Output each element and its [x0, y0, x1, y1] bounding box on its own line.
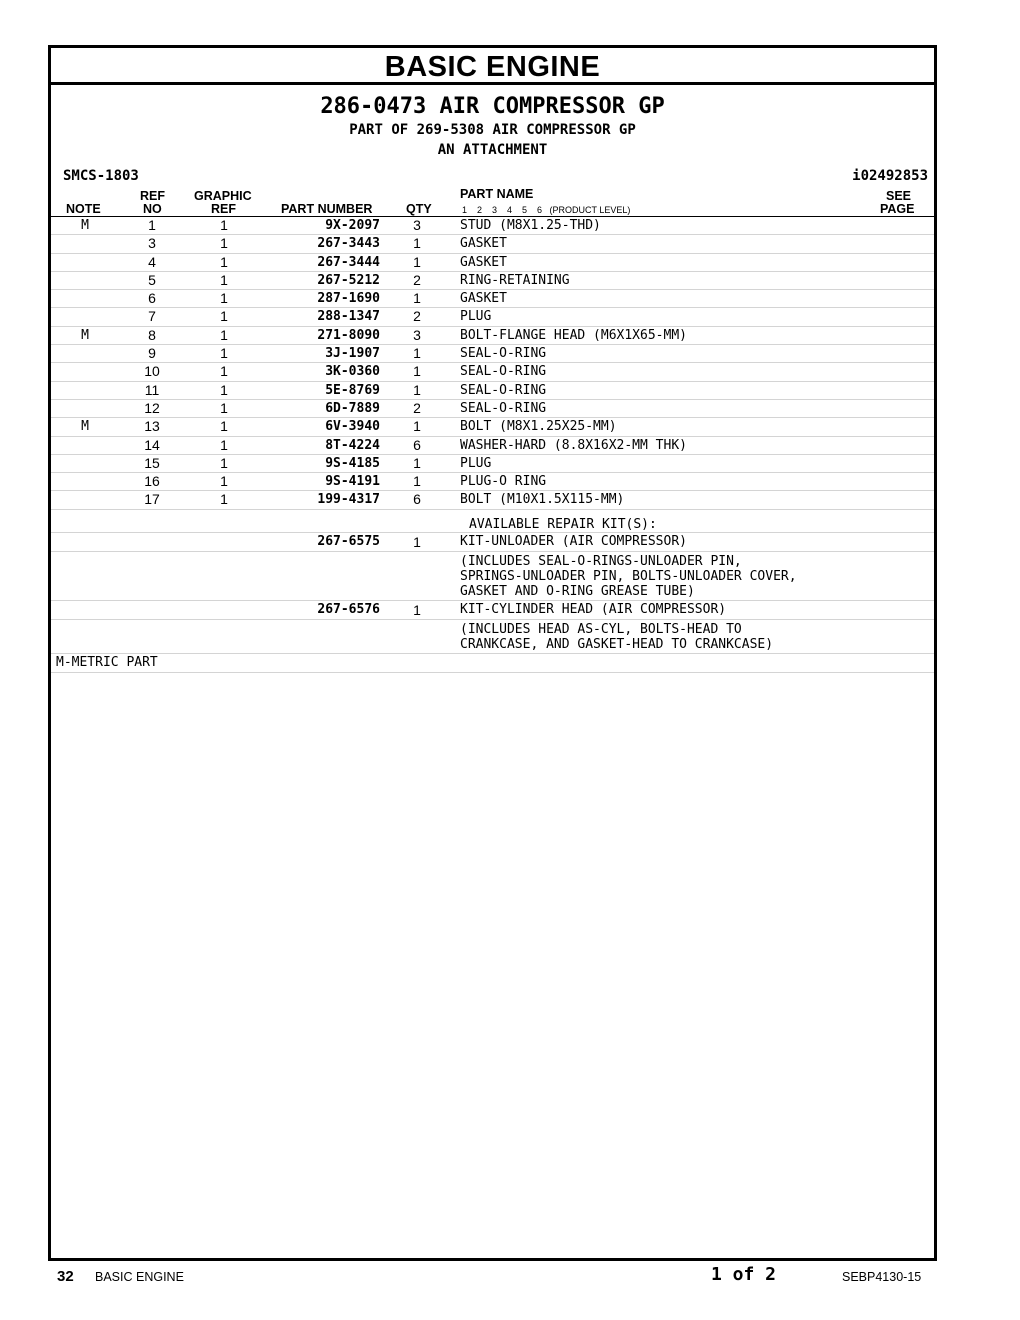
table-row — [51, 345, 934, 363]
kit-contents-note — [51, 620, 934, 654]
part-name-cell: SEAL-O-RING — [460, 364, 547, 380]
part-number-cell: 6V-3940 — [325, 419, 380, 435]
table-row — [51, 327, 934, 345]
part-number-cell: 267-3444 — [317, 254, 380, 270]
graphic-ref-cell: 1 — [220, 454, 228, 471]
kit-row — [51, 533, 934, 552]
header-part-number: PART NUMBER — [281, 202, 373, 216]
note-cell: M — [81, 218, 89, 233]
table-row — [51, 382, 934, 400]
subtitle-attachment: AN ATTACHMENT — [437, 142, 548, 158]
table-row — [51, 455, 934, 473]
repair-kits-heading-row — [51, 510, 934, 533]
header-ref-bottom: NO — [143, 202, 162, 216]
graphic-ref-cell: 1 — [220, 290, 228, 307]
table-header — [51, 188, 934, 217]
qty-cell: 6 — [413, 491, 421, 508]
ref-no-cell: 5 — [148, 271, 156, 288]
ref-no-cell: 8 — [148, 326, 156, 343]
table-row — [51, 437, 934, 455]
part-name-cell: BOLT (M10X1.5X115-MM) — [460, 492, 625, 508]
identifier-bar — [51, 166, 934, 188]
kit-note-line: SPRINGS-UNLOADER PIN, BOLTS-UNLOADER COVER, — [460, 568, 797, 584]
footer-section: BASIC ENGINE — [95, 1270, 184, 1284]
footnote-row — [51, 654, 934, 673]
part-number-cell: 5E-8769 — [325, 382, 380, 398]
kit-name: KIT-CYLINDER HEAD (AIR COMPRESSOR) — [460, 601, 727, 617]
ref-no-cell: 10 — [144, 363, 160, 380]
part-name-cell: SEAL-O-RING — [460, 346, 547, 362]
part-name-cell: RING-RETAINING — [460, 272, 570, 288]
section-title: BASIC ENGINE — [51, 48, 934, 85]
table-row — [51, 473, 934, 491]
graphic-ref-cell: 1 — [220, 436, 228, 453]
qty-cell: 1 — [413, 363, 421, 380]
smcs-code: SMCS-1803 — [63, 168, 139, 184]
graphic-ref-cell: 1 — [220, 271, 228, 288]
graphic-ref-cell: 1 — [220, 363, 228, 380]
part-name-cell: SEAL-O-RING — [460, 400, 547, 416]
part-name-cell: STUD (M8X1.25-THD) — [460, 218, 601, 233]
table-row — [51, 363, 934, 381]
ref-no-cell: 16 — [144, 473, 160, 490]
ref-no-cell: 6 — [148, 290, 156, 307]
part-name-cell: BOLT (M8X1.25X25-MM) — [460, 419, 617, 435]
header-see-top: SEE — [886, 189, 912, 203]
ref-no-cell: 4 — [148, 253, 156, 270]
metric-footnote: M-METRIC PART — [56, 654, 158, 670]
qty-cell: 3 — [413, 217, 421, 233]
graphic-ref-cell: 1 — [220, 253, 228, 270]
part-name-cell: BOLT-FLANGE HEAD (M6X1X65-MM) — [460, 327, 687, 343]
part-number-cell: 8T-4224 — [325, 437, 380, 453]
part-number-cell: 199-4317 — [317, 492, 380, 508]
footer-page-of: 1 of 2 — [711, 1264, 777, 1285]
graphic-ref-cell: 1 — [220, 491, 228, 508]
qty-cell: 1 — [413, 381, 421, 398]
kit-note-line: (INCLUDES HEAD AS-CYL, BOLTS-HEAD TO — [460, 621, 742, 637]
ref-no-cell: 11 — [144, 381, 160, 398]
kit-note-line: (INCLUDES SEAL-O-RINGS-UNLOADER PIN, — [460, 553, 742, 569]
part-number-cell: 288-1347 — [317, 309, 380, 325]
part-number-cell: 271-8090 — [317, 327, 380, 343]
part-number-cell: 3K-0360 — [325, 364, 380, 380]
kit-row — [51, 601, 934, 620]
part-number-cell: 9X-2097 — [325, 218, 380, 233]
part-number-cell: 287-1690 — [317, 291, 380, 307]
kit-qty: 1 — [413, 601, 421, 618]
header-ref-top: REF — [140, 189, 165, 203]
qty-cell: 1 — [413, 235, 421, 252]
repair-kits-heading: AVAILABLE REPAIR KIT(S): — [469, 516, 657, 532]
page-footer — [0, 1262, 1020, 1292]
qty-cell: 1 — [413, 473, 421, 490]
qty-cell: 1 — [413, 290, 421, 307]
table-row — [51, 290, 934, 308]
table-row — [51, 491, 934, 509]
ref-no-cell: 1 — [148, 217, 156, 233]
qty-cell: 1 — [413, 418, 421, 435]
note-cell: M — [81, 327, 89, 343]
graphic-ref-cell: 1 — [220, 473, 228, 490]
table-row — [51, 418, 934, 436]
note-cell: M — [81, 419, 89, 435]
part-name-cell: PLUG — [460, 309, 492, 325]
parts-list — [51, 217, 934, 510]
qty-cell: 1 — [413, 454, 421, 471]
kit-name: KIT-UNLOADER (AIR COMPRESSOR) — [460, 533, 687, 549]
table-row — [51, 272, 934, 290]
graphic-ref-cell: 1 — [220, 326, 228, 343]
header-qty: QTY — [406, 202, 432, 216]
ref-no-cell: 7 — [148, 308, 156, 325]
illustration-id: i02492853 — [852, 168, 928, 184]
kit-qty: 1 — [413, 533, 421, 550]
graphic-ref-cell: 1 — [220, 235, 228, 252]
header-graphic-bottom: REF — [211, 202, 236, 216]
page-frame — [48, 45, 937, 1261]
table-row — [51, 217, 934, 235]
qty-cell: 1 — [413, 253, 421, 270]
graphic-ref-cell: 1 — [220, 381, 228, 398]
qty-cell: 1 — [413, 345, 421, 362]
graphic-ref-cell: 1 — [220, 217, 228, 233]
header-product-level: 1 2 3 4 5 6 (PRODUCT LEVEL) — [462, 205, 631, 215]
header-note: NOTE — [66, 202, 101, 216]
ref-no-cell: 15 — [144, 454, 160, 471]
ref-no-cell: 3 — [148, 235, 156, 252]
part-number-cell: 9S-4185 — [325, 455, 380, 471]
part-number-cell: 9S-4191 — [325, 474, 380, 490]
graphic-ref-cell: 1 — [220, 418, 228, 435]
qty-cell: 6 — [413, 436, 421, 453]
qty-cell: 2 — [413, 399, 421, 416]
qty-cell: 2 — [413, 308, 421, 325]
group-title: 286-0473 AIR COMPRESSOR GP — [320, 94, 665, 119]
ref-no-cell: 13 — [144, 418, 160, 435]
part-name-cell: WASHER-HARD (8.8X16X2-MM THK) — [460, 437, 687, 453]
part-name-cell: PLUG-O RING — [460, 474, 547, 490]
graphic-ref-cell: 1 — [220, 345, 228, 362]
table-row — [51, 308, 934, 326]
ref-no-cell: 17 — [144, 491, 160, 508]
subtitle-part-of: PART OF 269-5308 AIR COMPRESSOR GP — [349, 122, 636, 138]
table-row — [51, 254, 934, 272]
header-part-name: PART NAME — [460, 187, 534, 201]
ref-no-cell: 9 — [148, 345, 156, 362]
table-row — [51, 235, 934, 253]
ref-no-cell: 12 — [144, 399, 160, 416]
part-name-cell: GASKET — [460, 236, 507, 252]
qty-cell: 3 — [413, 326, 421, 343]
graphic-ref-cell: 1 — [220, 308, 228, 325]
part-name-cell: GASKET — [460, 254, 507, 270]
header-graphic-top: GRAPHIC — [194, 189, 252, 203]
ref-no-cell: 14 — [144, 436, 160, 453]
part-name-cell: PLUG — [460, 455, 492, 471]
part-number-cell: 3J-1907 — [325, 346, 380, 362]
footer-doc-number: SEBP4130-15 — [842, 1270, 922, 1284]
kit-note-line: CRANKCASE, AND GASKET-HEAD TO CRANKCASE) — [460, 636, 774, 652]
part-number-cell: 267-5212 — [317, 272, 380, 288]
kit-contents-note — [51, 552, 934, 601]
part-number-cell: 6D-7889 — [325, 400, 380, 416]
header-see-bottom: PAGE — [880, 202, 915, 216]
footer-page-number: 32 — [57, 1268, 74, 1285]
qty-cell: 2 — [413, 271, 421, 288]
kit-note-line: GASKET AND O-RING GREASE TUBE) — [460, 583, 695, 599]
table-row — [51, 400, 934, 418]
graphic-ref-cell: 1 — [220, 399, 228, 416]
part-name-cell: SEAL-O-RING — [460, 382, 547, 398]
part-number-cell: 267-3443 — [317, 236, 380, 252]
part-name-cell: GASKET — [460, 291, 507, 307]
kit-part-number: 267-6576 — [317, 601, 380, 617]
kit-part-number: 267-6575 — [317, 533, 380, 549]
